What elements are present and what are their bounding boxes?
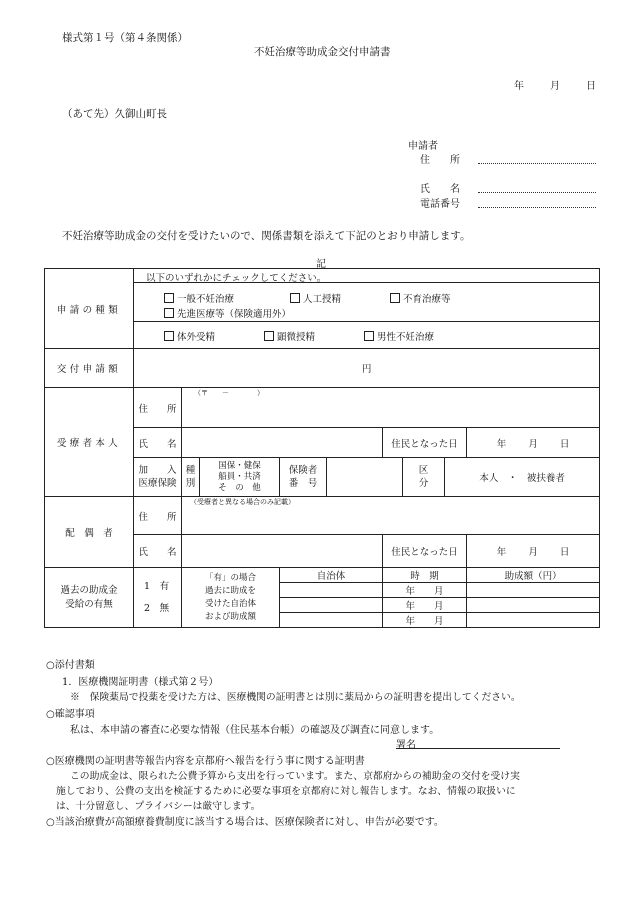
page-title: 不妊治療等助成金交付申請書	[254, 46, 391, 58]
postal-code-hint: （〒 － ）	[194, 389, 264, 397]
row-spouse-address	[45, 497, 600, 535]
report-title: ○医療機関の証明書等報告内容を京都府へ報告を行う事に関する証明書	[46, 756, 365, 767]
high-cost-note: ○当該治療費が高額療養費制度に該当する場合は、医療保険者に対し、申告が必要です。	[46, 817, 444, 828]
past-grants-yes[interactable]: 1 有	[144, 580, 170, 592]
row-patient-address	[45, 388, 600, 428]
past-municipality-field[interactable]	[280, 598, 383, 613]
patient-resident-since-label: 住民となった日	[383, 428, 467, 458]
insurer-number-field[interactable]	[327, 458, 403, 497]
option-ivf[interactable]: 体外受精	[164, 329, 215, 343]
option-group-divider	[134, 321, 599, 322]
option-general-infertility[interactable]: 一般不妊治療	[164, 291, 234, 305]
patient-resident-since-field[interactable]: 年 月 日	[467, 428, 600, 458]
spouse-name-field[interactable]	[182, 535, 383, 568]
past-period-field[interactable]: 年 月	[383, 613, 467, 628]
report-line-3: は、十分留意し、プライバシーは厳守します。	[56, 801, 261, 812]
insurance-label: 加 入 医療保険	[134, 458, 182, 497]
col-grant-amount: 助成額（円）	[467, 568, 600, 583]
past-grants-choice[interactable]	[134, 568, 182, 628]
past-period-field[interactable]: 年 月	[383, 583, 467, 598]
addressee: （あて先）久御山町長	[62, 108, 167, 120]
insured-category-label: 区 分	[403, 458, 445, 497]
past-grants-note: 「有」の場合 過去に助成を 受けた自治体 および助成額	[182, 568, 280, 628]
attachments-title: ○添付書類	[46, 660, 95, 671]
spouse-address-field[interactable]	[182, 497, 600, 535]
checkbox[interactable]	[364, 331, 374, 341]
insurance-kind-label: 種 別	[182, 458, 200, 497]
patient-address-field[interactable]	[182, 388, 600, 428]
applicant-label: 申請者	[408, 141, 438, 152]
form-number: 様式第１号（第４条関係）	[62, 32, 188, 44]
row-past-grants-header	[45, 568, 600, 583]
amount-field[interactable]	[134, 349, 600, 388]
report-line-2: 施しており、公費の支出を検証するために必要な事項を京都府に対し報告します。なお、情報の取扱いに	[56, 786, 516, 797]
checkbox[interactable]	[164, 293, 174, 303]
spouse-name-label: 氏 名	[134, 535, 182, 568]
attachment-note: ※ 保険薬局で投薬を受けた方は、医療機関の証明書とは別に薬局からの証明書を提出してください。	[70, 692, 521, 703]
date-year-label: 年	[514, 81, 524, 92]
past-period-field[interactable]: 年 月	[383, 598, 467, 613]
past-municipality-field[interactable]	[280, 613, 383, 628]
applicant-address-field[interactable]	[478, 163, 596, 164]
applicant-name-label: 氏 名	[420, 184, 460, 195]
applicant-address-label: 住 所	[420, 155, 460, 166]
patient-address-label: 住 所	[134, 388, 182, 428]
signature-label: 署名	[396, 740, 416, 751]
past-amount-field[interactable]	[467, 583, 600, 598]
report-line-1: この助成金は、限られた公費予算から支出を行っています。また、京都府からの補助金の交付を受け実	[70, 771, 520, 782]
past-grants-no[interactable]: 2 無	[144, 602, 170, 614]
signature-line[interactable]	[396, 748, 560, 749]
insurer-number-label: 保険者 番 号	[280, 458, 327, 497]
insured-category-options[interactable]: 本人 ・ 被扶養者	[445, 458, 600, 497]
spouse-resident-since-label: 住民となった日	[383, 535, 467, 568]
amount-label: 交付申請額	[45, 349, 134, 388]
apply-type-label: 申請の種類	[45, 269, 134, 349]
applicant-phone-label: 電話番号	[420, 199, 460, 210]
col-period: 時 期	[383, 568, 467, 583]
patient-label: 受療者本人	[45, 388, 134, 497]
confirmation-text: 私は、本申請の審査に必要な情報（住民基本台帳）の確認及び調査に同意します。	[70, 725, 440, 736]
checkbox[interactable]	[264, 331, 274, 341]
application-form-table	[44, 268, 600, 628]
date-day-label: 日	[586, 81, 596, 92]
applicant-phone-field[interactable]	[478, 207, 596, 208]
confirmation-title: ○確認事項	[46, 709, 95, 720]
option-icsi[interactable]: 顕微授精	[264, 329, 315, 343]
checkbox[interactable]	[290, 293, 300, 303]
option-recurrent-pregnancy-loss[interactable]: 不育治療等	[390, 291, 451, 305]
spouse-address-label: 住 所	[134, 497, 182, 535]
check-instruction: 以下のいずれかにチェックしてください。	[146, 273, 327, 284]
past-grants-label: 過去の助成金 受給の有無	[45, 568, 134, 628]
option-advanced-medical[interactable]: 先進医療等（保険適用外）	[164, 306, 291, 320]
intro-text: 不妊治療等助成金の交付を受けたいので、関係書類を添えて下記のとおり申請します。	[62, 230, 471, 242]
checkbox[interactable]	[390, 293, 400, 303]
past-amount-field[interactable]	[467, 598, 600, 613]
patient-name-field[interactable]	[182, 428, 383, 458]
option-male-infertility[interactable]: 男性不妊治療	[364, 329, 434, 343]
option-artificial-insemination[interactable]: 人工授精	[290, 291, 341, 305]
applicant-name-field[interactable]	[478, 192, 596, 193]
past-amount-field[interactable]	[467, 613, 600, 628]
checkbox[interactable]	[164, 331, 174, 341]
spouse-label: 配 偶 者	[45, 497, 134, 568]
apply-type-options	[134, 269, 600, 349]
col-municipality: 自治体	[280, 568, 383, 583]
checkbox[interactable]	[164, 308, 174, 318]
past-municipality-field[interactable]	[280, 583, 383, 598]
spouse-note: （受療者と異なる場合のみ記載）	[190, 498, 295, 506]
row-application-type	[45, 269, 600, 349]
insurance-kind-options[interactable]: 国保・健保 船員・共済 そ の 他	[200, 458, 280, 497]
attachment-item-1: 1．医療機関証明書（様式第２号）	[62, 677, 219, 688]
ki-label: 記	[316, 259, 326, 270]
patient-name-label: 氏 名	[134, 428, 182, 458]
amount-unit: 円	[361, 364, 372, 375]
spouse-resident-since-field[interactable]: 年 月 日	[467, 535, 600, 568]
row-amount	[45, 349, 600, 388]
date-month-label: 月	[550, 81, 560, 92]
